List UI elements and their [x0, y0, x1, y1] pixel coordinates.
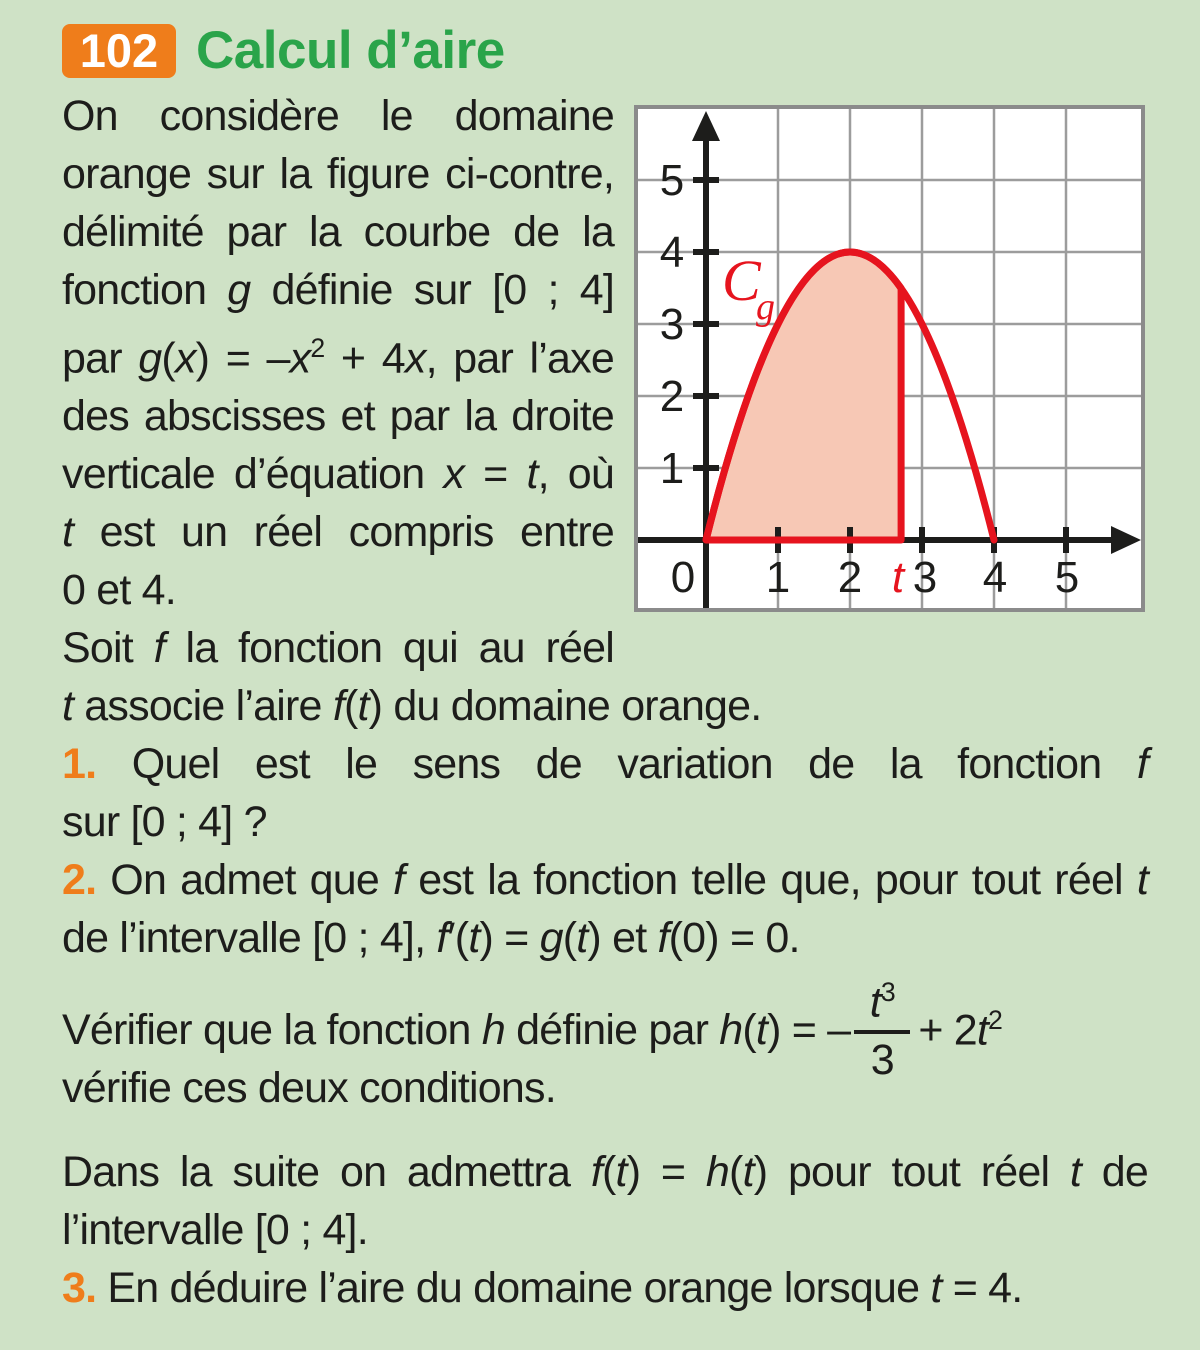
- exercise-number-badge: [62, 24, 176, 78]
- text-line: Dans la suite on admettra f(t) = h(t) pour tout réel t de: [62, 1148, 1148, 1197]
- text-line: Soit f la fonction qui au réel: [62, 624, 614, 673]
- x-tick-2: 2: [837, 553, 863, 602]
- text-line: 3. En déduire l’aire du domaine orange lorsque t = 4.: [62, 1264, 1023, 1313]
- intro-paragraph: [62, 87, 614, 677]
- text-line: 2. On admet que f est la fonction telle que, pour tout réel t: [62, 856, 1149, 905]
- curve-label-sub: g: [756, 286, 775, 328]
- text-line: par $g(x) = -x^2 + 4x$, par l’axe: [62, 333, 614, 383]
- text-line: t associe l’aire f(t) du domaine orange.: [62, 682, 762, 731]
- text-line: délimité par la courbe de la: [62, 208, 614, 256]
- y-tick-4: 4: [659, 228, 685, 277]
- y-tick-3: 3: [659, 300, 685, 349]
- exercise-title: Calcul d’aire: [196, 21, 505, 80]
- fraction-denominator: 3: [870, 1035, 894, 1084]
- text-line: t est un réel compris entre: [62, 508, 614, 557]
- x-tick-4: 4: [982, 553, 1008, 602]
- paragraph-block-2: [62, 1059, 1148, 1117]
- text-line: On considère le domaine: [62, 92, 614, 140]
- text-line: 0 et 4.: [62, 566, 176, 615]
- text-line: sur [0 ; 4] ?: [62, 798, 267, 847]
- intro-section: [62, 87, 1148, 677]
- figure: [634, 105, 1145, 612]
- exercise-header: [62, 20, 1200, 81]
- formula-lead: Vérifier que la fonction h définie par h(t) = –: [62, 1005, 851, 1054]
- text-line: verticale d’équation x = t, où: [62, 450, 614, 499]
- x-tick-3: 3: [912, 553, 938, 602]
- y-tick-5: 5: [659, 156, 685, 205]
- x-tick-0: 0: [670, 553, 696, 602]
- y-tick-2: 2: [659, 372, 685, 421]
- formula-tail: + $2t^2$: [918, 1005, 1003, 1055]
- fraction: [854, 978, 910, 1083]
- text-line: vérifie ces deux conditions.: [62, 1064, 556, 1113]
- formula-line: [62, 977, 1148, 1084]
- x-tick-5: 5: [1054, 553, 1080, 602]
- paragraph-block-3: [62, 1143, 1148, 1317]
- t-label: t: [891, 553, 905, 602]
- text-line: de l’intervalle [0 ; 4], f′(t) = g(t) et f(0) = 0.: [62, 914, 800, 963]
- paragraph-block-1: [62, 677, 1148, 967]
- text-line: fonction g définie sur [0 ; 4]: [62, 266, 614, 314]
- graph-svg: [634, 105, 1145, 612]
- fraction-bar: [854, 1030, 910, 1034]
- text-line: l’intervalle [0 ; 4].: [62, 1206, 368, 1255]
- x-tick-1: 1: [765, 553, 791, 602]
- exercise-number: 102: [79, 24, 159, 77]
- curve-label-main: C: [722, 248, 761, 313]
- y-tick-1: 1: [659, 444, 685, 493]
- fraction-numerator: $t^3$: [869, 977, 895, 1027]
- text-line: des abscisses et par la droite: [62, 392, 614, 441]
- text-line: 1. Quel est le sens de variation de la fonction f: [62, 740, 1148, 789]
- text-line: orange sur la figure ci-contre,: [62, 150, 614, 198]
